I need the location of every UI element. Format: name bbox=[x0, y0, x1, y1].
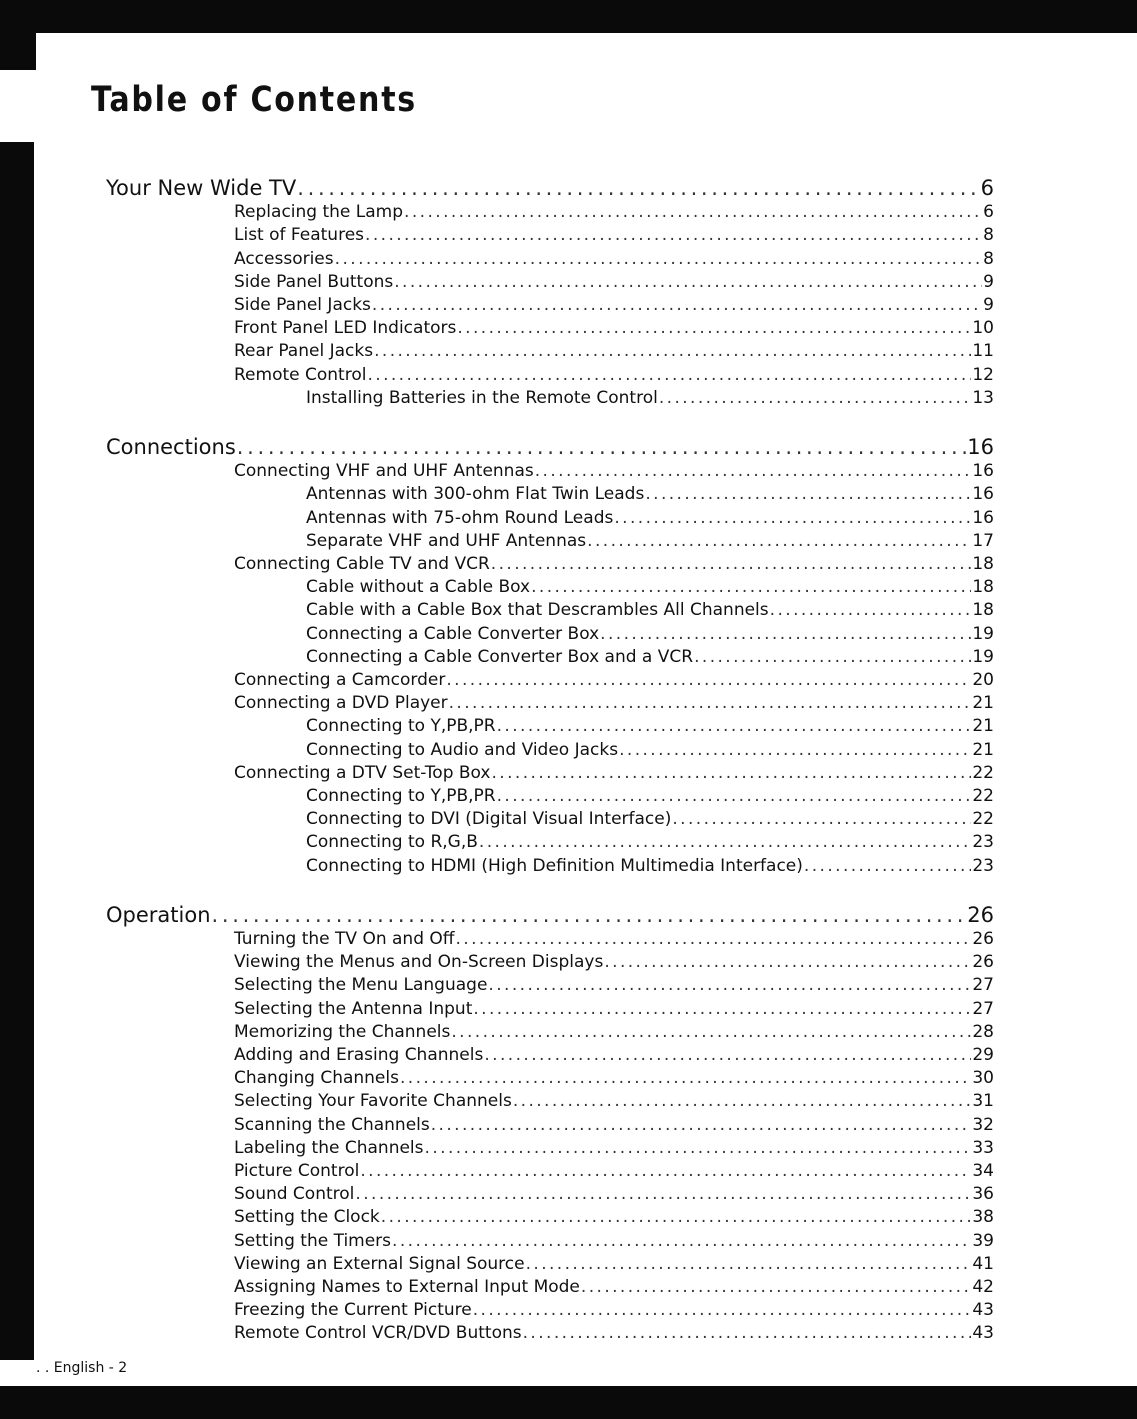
toc-entry-page: 19 bbox=[972, 623, 994, 644]
toc-entry-title: Freezing the Current Picture bbox=[234, 1300, 472, 1321]
dot-leader bbox=[600, 625, 971, 644]
toc-entry-page: 18 bbox=[972, 554, 994, 574]
toc-entry-title: Connecting to Audio and Video Jacks bbox=[306, 739, 619, 760]
toc-entry bbox=[234, 671, 994, 690]
toc-entry-page: 16 bbox=[972, 484, 994, 505]
dot-leader bbox=[457, 319, 971, 338]
toc-entry-page: 33 bbox=[972, 1137, 994, 1158]
toc-entry bbox=[234, 296, 994, 315]
toc-entry-page: 34 bbox=[972, 1161, 994, 1181]
toc-entry-title: Your New Wide TV bbox=[106, 176, 297, 200]
toc-entry bbox=[234, 1208, 994, 1227]
toc-entry-title: Connecting to Y,PB,PR bbox=[306, 716, 496, 737]
toc-entry bbox=[234, 1116, 994, 1135]
dot-leader bbox=[694, 648, 971, 667]
toc-entry-title: Setting the Clock bbox=[234, 1207, 380, 1228]
toc-entry bbox=[234, 1092, 994, 1111]
toc-entry-page: 31 bbox=[972, 1091, 994, 1112]
toc-entry-title: Selecting the Menu Language bbox=[234, 975, 488, 996]
toc-entry-title: Viewing the Menus and On-Screen Displays bbox=[234, 952, 604, 973]
toc-entry-title: Cable without a Cable Box bbox=[306, 577, 531, 598]
toc-entry bbox=[306, 389, 994, 408]
toc-entry-page: 38 bbox=[972, 1207, 994, 1228]
dot-leader bbox=[360, 1162, 971, 1181]
toc-entry-page: 6 bbox=[983, 202, 994, 223]
toc-entry bbox=[306, 485, 994, 504]
toc-entry-page: 36 bbox=[972, 1184, 994, 1205]
toc-entry bbox=[234, 1139, 994, 1158]
toc-entry-title: Front Panel LED Indicators bbox=[234, 318, 457, 339]
toc-entry-page: 16 bbox=[972, 461, 994, 482]
toc-entry bbox=[234, 930, 994, 949]
toc-entry-title: Labeling the Channels bbox=[234, 1137, 424, 1158]
toc-entry bbox=[306, 601, 994, 620]
dot-leader bbox=[400, 1069, 971, 1088]
toc-entry-page: 13 bbox=[972, 387, 994, 408]
toc-entry-title: Picture Control bbox=[234, 1161, 360, 1181]
toc-entry-page: 23 bbox=[972, 832, 994, 853]
toc-entry-title: Separate VHF and UHF Antennas bbox=[306, 530, 587, 551]
toc-entry-title: Replacing the Lamp bbox=[234, 202, 404, 223]
toc-entry-title: Antennas with 300-ohm Flat Twin Leads bbox=[306, 484, 645, 505]
toc-entry-page: 18 bbox=[972, 600, 994, 621]
dot-leader bbox=[619, 741, 971, 760]
dot-leader bbox=[446, 671, 971, 690]
toc-entry bbox=[306, 857, 994, 876]
toc-entry bbox=[234, 1255, 994, 1274]
toc-entry bbox=[234, 366, 994, 385]
dot-leader bbox=[672, 810, 971, 829]
toc-entry-title: Assigning Names to External Input Mode bbox=[234, 1277, 580, 1297]
dot-leader bbox=[451, 1023, 971, 1042]
toc-section bbox=[106, 177, 994, 200]
toc-entry-title: Connecting a Cable Converter Box bbox=[306, 623, 600, 644]
toc-entry-page: 26 bbox=[972, 952, 994, 973]
toc-entry-title: Side Panel Jacks bbox=[234, 295, 371, 315]
toc-entry-page: 21 bbox=[972, 716, 994, 737]
dot-leader bbox=[492, 764, 972, 783]
toc-entry-page: 43 bbox=[972, 1323, 994, 1344]
dot-leader bbox=[212, 904, 967, 927]
toc-entry-page: 26 bbox=[972, 929, 994, 949]
toc-entry bbox=[306, 509, 994, 528]
toc-entry-title: Connecting a DTV Set-Top Box bbox=[234, 762, 491, 783]
toc-entry bbox=[234, 1023, 994, 1042]
dot-leader bbox=[770, 601, 972, 620]
toc-entry-page: 43 bbox=[972, 1300, 994, 1321]
dot-leader bbox=[374, 342, 971, 361]
dot-leader bbox=[365, 226, 982, 245]
dot-leader bbox=[587, 532, 971, 551]
toc-entry-page: 21 bbox=[972, 693, 994, 714]
dot-leader bbox=[237, 436, 967, 459]
toc-entry bbox=[234, 1278, 994, 1297]
dot-leader bbox=[523, 1324, 972, 1343]
toc-entry bbox=[234, 1000, 994, 1019]
dot-leader bbox=[531, 578, 971, 597]
dot-leader bbox=[491, 555, 972, 574]
toc-entry-page: 28 bbox=[972, 1021, 994, 1042]
toc-entry bbox=[234, 694, 994, 713]
toc-entry-page: 17 bbox=[972, 530, 994, 551]
toc-entry bbox=[306, 578, 994, 597]
dot-leader bbox=[297, 177, 979, 200]
toc-entry bbox=[234, 1232, 994, 1251]
toc-entry-page: 21 bbox=[972, 739, 994, 760]
toc-entry-title: Operation bbox=[106, 902, 211, 927]
toc-entry-title: Remote Control VCR/DVD Buttons bbox=[234, 1323, 522, 1344]
toc-entry-title: Selecting the Antenna Input bbox=[234, 998, 473, 1019]
dot-leader bbox=[497, 717, 972, 736]
toc-entry bbox=[234, 342, 994, 361]
dot-leader bbox=[456, 930, 972, 949]
toc-entry-page: 23 bbox=[972, 855, 994, 876]
toc-entry bbox=[306, 625, 994, 644]
dot-leader bbox=[394, 273, 982, 292]
toc-entry-title: Connecting a Camcorder bbox=[234, 670, 446, 690]
dot-leader bbox=[604, 953, 971, 972]
toc-entry bbox=[306, 717, 994, 736]
toc-entry-title: Memorizing the Channels bbox=[234, 1021, 451, 1042]
toc-entry-page: 41 bbox=[972, 1253, 994, 1274]
toc-entry-title: Cable with a Cable Box that Descrambles All Channels bbox=[306, 600, 769, 621]
toc-entry-page: 10 bbox=[972, 318, 994, 339]
toc-entry-title: Connecting to R,G,B bbox=[306, 832, 478, 853]
toc-entry bbox=[306, 648, 994, 667]
toc-entry-title: Scanning the Channels bbox=[234, 1114, 430, 1135]
dot-leader bbox=[425, 1139, 972, 1158]
toc-entry bbox=[234, 1301, 994, 1320]
toc-entry-page: 9 bbox=[983, 271, 994, 292]
dot-leader bbox=[372, 296, 982, 315]
dot-leader bbox=[479, 833, 971, 852]
toc-entry-title: Connecting a DVD Player bbox=[234, 693, 448, 714]
toc-entry bbox=[234, 319, 994, 338]
toc-entry bbox=[234, 1162, 994, 1181]
toc-entry bbox=[234, 1324, 994, 1343]
toc-entry-title: Changing Channels bbox=[234, 1068, 399, 1089]
toc-entry bbox=[234, 555, 994, 574]
toc-entry-page: 42 bbox=[972, 1277, 994, 1297]
dot-leader bbox=[404, 203, 982, 222]
toc-entry-page: 26 bbox=[967, 902, 994, 927]
toc-entry-title: Connecting Cable TV and VCR bbox=[234, 554, 490, 574]
dot-leader bbox=[381, 1208, 972, 1227]
toc-entry-title: Side Panel Buttons bbox=[234, 271, 394, 292]
dot-leader bbox=[804, 857, 971, 876]
toc-entry-page: 20 bbox=[972, 670, 994, 690]
dot-leader bbox=[526, 1255, 972, 1274]
toc-entry-title: Connecting to DVI (Digital Visual Interface) bbox=[306, 809, 672, 830]
dot-leader bbox=[392, 1232, 971, 1251]
toc-entry-page: 16 bbox=[967, 435, 994, 459]
toc-entry bbox=[234, 764, 994, 783]
toc-entry-title: Rear Panel Jacks bbox=[234, 341, 374, 362]
dot-leader bbox=[473, 1301, 972, 1320]
toc-entry-page: 12 bbox=[972, 364, 994, 385]
toc-entry-title: Adding and Erasing Channels bbox=[234, 1045, 484, 1065]
toc-entry-page: 39 bbox=[972, 1230, 994, 1251]
toc-entry-title: Viewing an External Signal Source bbox=[234, 1253, 525, 1274]
dot-leader bbox=[335, 250, 983, 269]
toc-entry bbox=[306, 810, 994, 829]
toc-entry-page: 22 bbox=[972, 809, 994, 830]
toc-entry-page: 6 bbox=[980, 176, 994, 200]
toc-entry-title: Remote Control bbox=[234, 364, 367, 385]
dot-leader bbox=[535, 462, 972, 481]
toc-entry bbox=[306, 532, 994, 551]
toc-entry bbox=[234, 462, 994, 481]
toc-entry-page: 22 bbox=[972, 762, 994, 783]
toc-entry-title: Connecting to HDMI (High Definition Multimedia Interface) bbox=[306, 855, 803, 876]
toc-entry bbox=[234, 976, 994, 995]
toc-section bbox=[106, 436, 994, 459]
page-footer: . . English - 2 bbox=[36, 1360, 128, 1376]
toc-entry bbox=[234, 1069, 994, 1088]
toc-entry-title: Setting the Timers bbox=[234, 1230, 392, 1251]
dot-leader bbox=[473, 1000, 971, 1019]
toc-entry-title: Antennas with 75-ohm Round Leads bbox=[306, 507, 614, 528]
toc-entry-page: 11 bbox=[972, 341, 994, 362]
toc-entry-page: 22 bbox=[972, 786, 994, 806]
dot-leader bbox=[431, 1116, 972, 1135]
toc-entry-title: Connecting to Y,PB,PR bbox=[306, 786, 496, 806]
toc-entry-page: 8 bbox=[983, 248, 994, 269]
toc-entry-title: Selecting Your Favorite Channels bbox=[234, 1091, 512, 1112]
toc-section bbox=[106, 904, 994, 927]
toc-entry bbox=[306, 833, 994, 852]
toc-entry bbox=[234, 203, 994, 222]
toc-entry bbox=[306, 741, 994, 760]
dot-leader bbox=[614, 509, 971, 528]
toc-entry bbox=[234, 273, 994, 292]
toc-entry-page: 8 bbox=[983, 225, 994, 246]
toc-entry-page: 27 bbox=[972, 975, 994, 996]
toc-entry bbox=[234, 1185, 994, 1204]
toc-entry-title: Connecting a Cable Converter Box and a VCR bbox=[306, 646, 694, 667]
dot-leader bbox=[645, 485, 971, 504]
toc-entry-page: 30 bbox=[972, 1068, 994, 1089]
toc-entry-title: List of Features bbox=[234, 225, 365, 246]
toc-entry-page: 27 bbox=[972, 998, 994, 1019]
toc-entry-title: Installing Batteries in the Remote Control bbox=[306, 387, 658, 408]
toc-entry bbox=[234, 250, 994, 269]
toc-entry-page: 18 bbox=[972, 577, 994, 598]
toc-entry-title: Accessories bbox=[234, 248, 334, 269]
toc-entry-page: 16 bbox=[972, 507, 994, 528]
dot-leader bbox=[659, 389, 972, 408]
dot-leader bbox=[355, 1185, 971, 1204]
page-title: Table of Contents bbox=[91, 80, 417, 120]
dot-leader bbox=[484, 1046, 971, 1065]
toc-entry-title: Sound Control bbox=[234, 1184, 355, 1205]
toc-entry bbox=[234, 953, 994, 972]
toc-entry-page: 29 bbox=[972, 1045, 994, 1065]
toc-entry-page: 9 bbox=[983, 295, 994, 315]
dot-leader bbox=[513, 1092, 972, 1111]
toc-entry-title: Turning the TV On and Off bbox=[234, 929, 455, 949]
toc-entry bbox=[306, 787, 994, 806]
toc-entry bbox=[234, 226, 994, 245]
dot-leader bbox=[449, 694, 972, 713]
dot-leader bbox=[497, 787, 972, 806]
toc-entry bbox=[234, 1046, 994, 1065]
dot-leader bbox=[367, 366, 971, 385]
dot-leader bbox=[581, 1278, 971, 1297]
toc-entry-title: Connections bbox=[106, 435, 236, 459]
toc-entry-title: Connecting VHF and UHF Antennas bbox=[234, 461, 534, 482]
dot-leader bbox=[488, 976, 971, 995]
toc-entry-page: 32 bbox=[972, 1114, 994, 1135]
toc-entry-page: 19 bbox=[972, 646, 994, 667]
